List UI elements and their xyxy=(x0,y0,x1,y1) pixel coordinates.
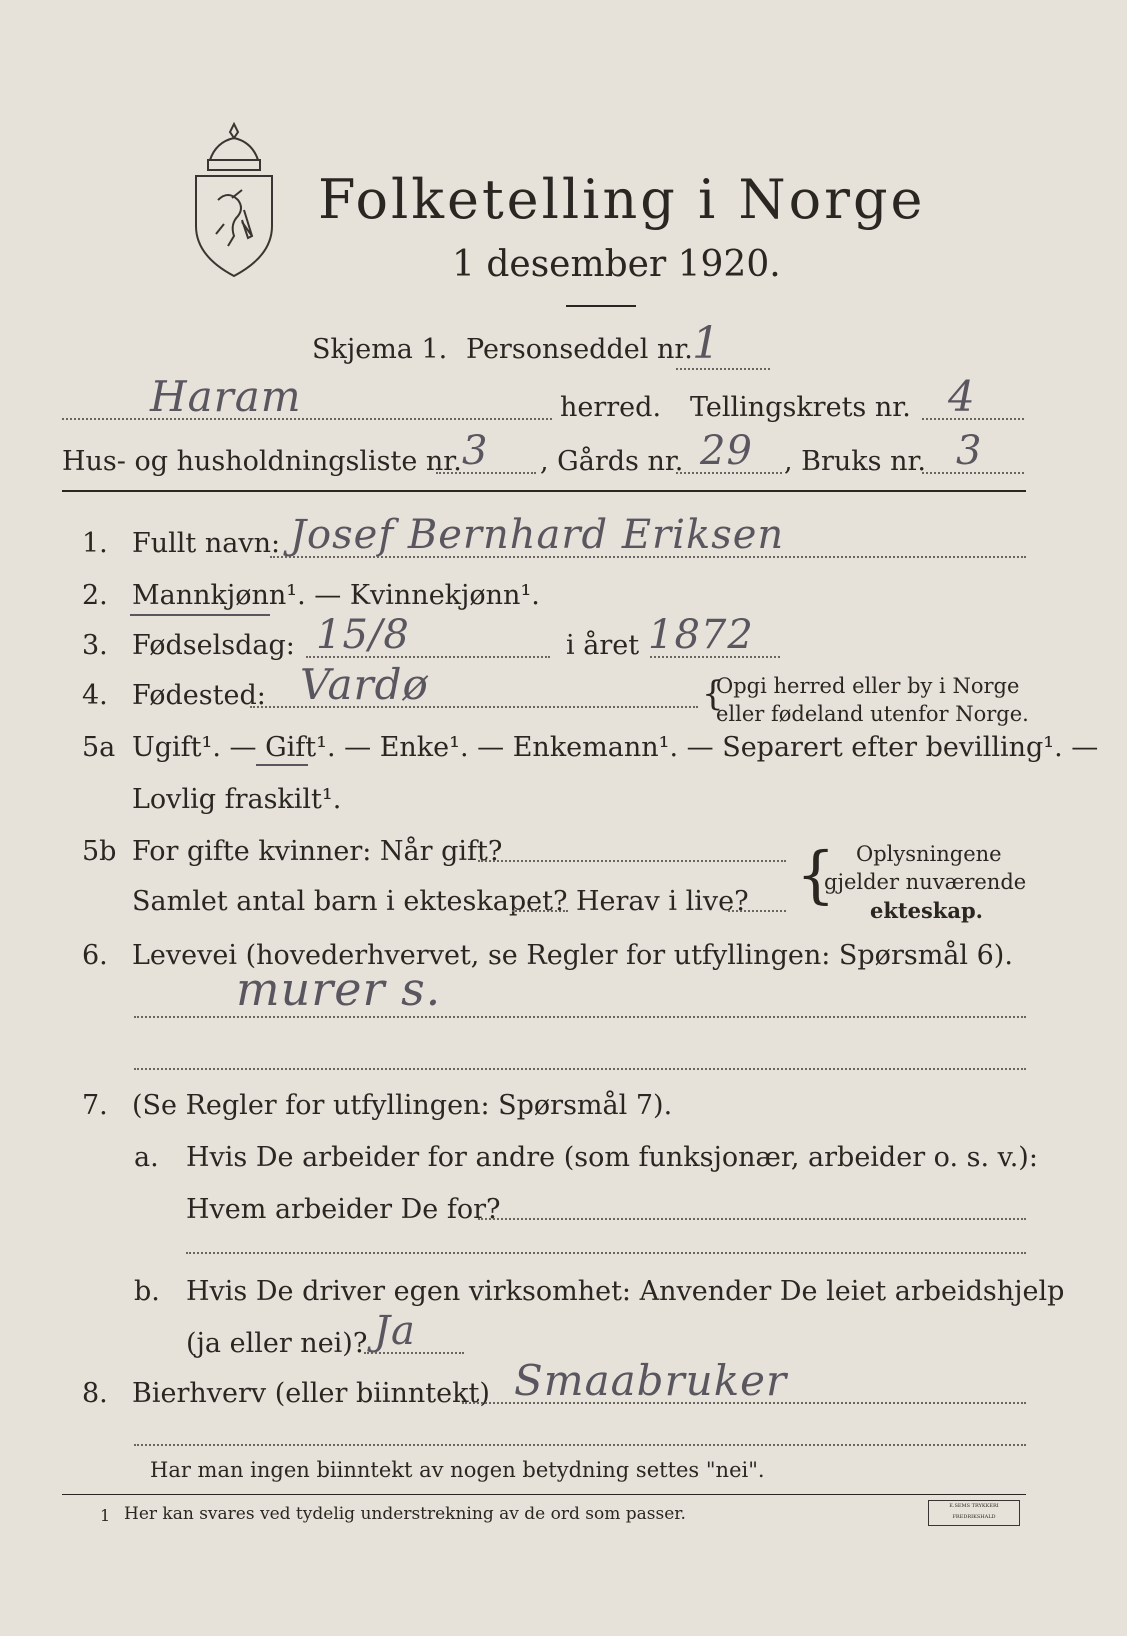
occupation-field-line-2 xyxy=(134,1068,1026,1070)
q5b-note-brace: { xyxy=(796,838,836,911)
married-when-field-line xyxy=(478,860,786,862)
footnote-number: 1 xyxy=(100,1506,111,1525)
children-total-label: Samlet antal barn i ekteskapet? xyxy=(132,886,568,917)
year-label: i året xyxy=(566,630,640,661)
herred-value[interactable]: Haram xyxy=(150,372,302,421)
q1-label: Fullt navn: xyxy=(132,528,281,559)
q7b-help-label: (ja eller nei)? xyxy=(186,1328,368,1359)
herred-field-line xyxy=(62,418,552,420)
nei-instruction: Har man ingen biinntekt av nogen betydning settes "nei". xyxy=(150,1458,765,1482)
marital-status-options: Ugift¹. — Gift¹. — Enke¹. — Enkemann¹. — Separert efter bevilling¹. — xyxy=(132,732,1099,763)
footnote-text: Her kan svares ved tydelig understrekning av de ord som passer. xyxy=(124,1504,686,1524)
mannkjonn-underline-mark xyxy=(130,614,270,616)
children-total-field-line xyxy=(512,910,568,912)
header-divider xyxy=(62,490,1026,492)
personseddel-field-line xyxy=(676,368,770,370)
side-income-field-line-2 xyxy=(134,1444,1026,1446)
marital-status-options-line2: Lovlig fraskilt¹. xyxy=(132,784,342,815)
q4-note-brace: { xyxy=(702,674,724,714)
q2-number: 2. xyxy=(82,580,108,611)
q5b-note-line3: ekteskap. xyxy=(870,898,983,923)
q5b-number: 5b xyxy=(82,836,117,867)
q6-label: Levevei (hovederhvervet, se Regler for utfyllingen: Spørsmål 6). xyxy=(132,940,1013,971)
q7a-letter: a. xyxy=(134,1142,159,1173)
footnote-divider xyxy=(62,1494,1026,1495)
q5a-number: 5a xyxy=(82,732,116,763)
q5b-note-line2: gjelder nuværende xyxy=(824,870,1027,894)
q7b-letter: b. xyxy=(134,1276,160,1307)
skjema-label: Skjema 1. xyxy=(312,334,448,365)
tellingskrets-value[interactable]: 4 xyxy=(948,372,976,421)
q4-note-line1: Opgi herred eller by i Norge xyxy=(716,674,1020,698)
herred-label: herred. xyxy=(560,392,662,423)
side-income-value[interactable]: Smaabruker xyxy=(514,1356,788,1405)
children-alive-label: Herav i live? xyxy=(576,886,749,917)
printer-stamp: E.SEMS TRYKKERI FREDRIKSHALD xyxy=(928,1500,1020,1526)
bruks-value[interactable]: 3 xyxy=(956,428,983,474)
q5b-note-line1: Oplysningene xyxy=(856,842,1002,866)
q7-number: 7. xyxy=(82,1090,108,1121)
q7a-line1: Hvis De arbeider for andre (som funksjonær, arbeider o. s. v.): xyxy=(186,1142,1038,1173)
q3-number: 3. xyxy=(82,630,108,661)
occupation-value[interactable]: murer s. xyxy=(236,962,442,1016)
gards-label: , Gårds nr. xyxy=(540,446,684,477)
q7a-employer-label: Hvem arbeider De for? xyxy=(186,1194,501,1225)
birth-year-value[interactable]: 1872 xyxy=(648,612,754,658)
full-name-value[interactable]: Josef Bernhard Eriksen xyxy=(290,512,785,558)
children-alive-field-line xyxy=(728,910,786,912)
q4-label: Fødested: xyxy=(132,680,266,711)
q6-number: 6. xyxy=(82,940,108,971)
q7b-line1: Hvis De driver egen virksomhet: Anvender De leiet arbeidshjelp xyxy=(186,1276,1065,1307)
q8-number: 8. xyxy=(82,1378,108,1409)
gift-underline-mark xyxy=(256,764,308,766)
q4-note-line2: eller fødeland utenfor Norge. xyxy=(716,702,1029,726)
q5b-married-label: For gifte kvinner: Når gift? xyxy=(132,836,503,867)
title-divider xyxy=(566,305,636,307)
census-date: 1 desember 1920. xyxy=(452,244,781,285)
coat-of-arms-icon xyxy=(188,120,280,280)
personseddel-value[interactable]: 1 xyxy=(692,318,721,369)
employer-field-line-1 xyxy=(478,1218,1026,1220)
bruks-label: , Bruks nr. xyxy=(784,446,927,477)
q8-label: Bierhverv (eller biinntekt) xyxy=(132,1378,490,1409)
birthplace-value[interactable]: Vardø xyxy=(300,660,429,709)
form-title: Folketelling i Norge xyxy=(318,168,926,231)
q3-label: Fødselsdag: xyxy=(132,630,295,661)
personseddel-label: Personseddel nr. xyxy=(466,334,693,365)
gards-value[interactable]: 29 xyxy=(700,428,753,474)
employer-field-line-2 xyxy=(186,1252,1026,1254)
gender-options: Mannkjønn¹. — Kvinnekjønn¹. xyxy=(132,580,540,611)
q4-number: 4. xyxy=(82,680,108,711)
occupation-field-line-1 xyxy=(134,1016,1026,1018)
hired-help-value[interactable]: Ja xyxy=(374,1308,416,1354)
tellingskrets-label: Tellingskrets nr. xyxy=(690,392,911,423)
birthday-value[interactable]: 15/8 xyxy=(316,612,410,658)
q1-number: 1. xyxy=(82,528,108,559)
q7-label: (Se Regler for utfyllingen: Spørsmål 7). xyxy=(132,1090,673,1121)
hus-label: Hus- og husholdningsliste nr. xyxy=(62,446,462,477)
hus-value[interactable]: 3 xyxy=(462,428,489,474)
